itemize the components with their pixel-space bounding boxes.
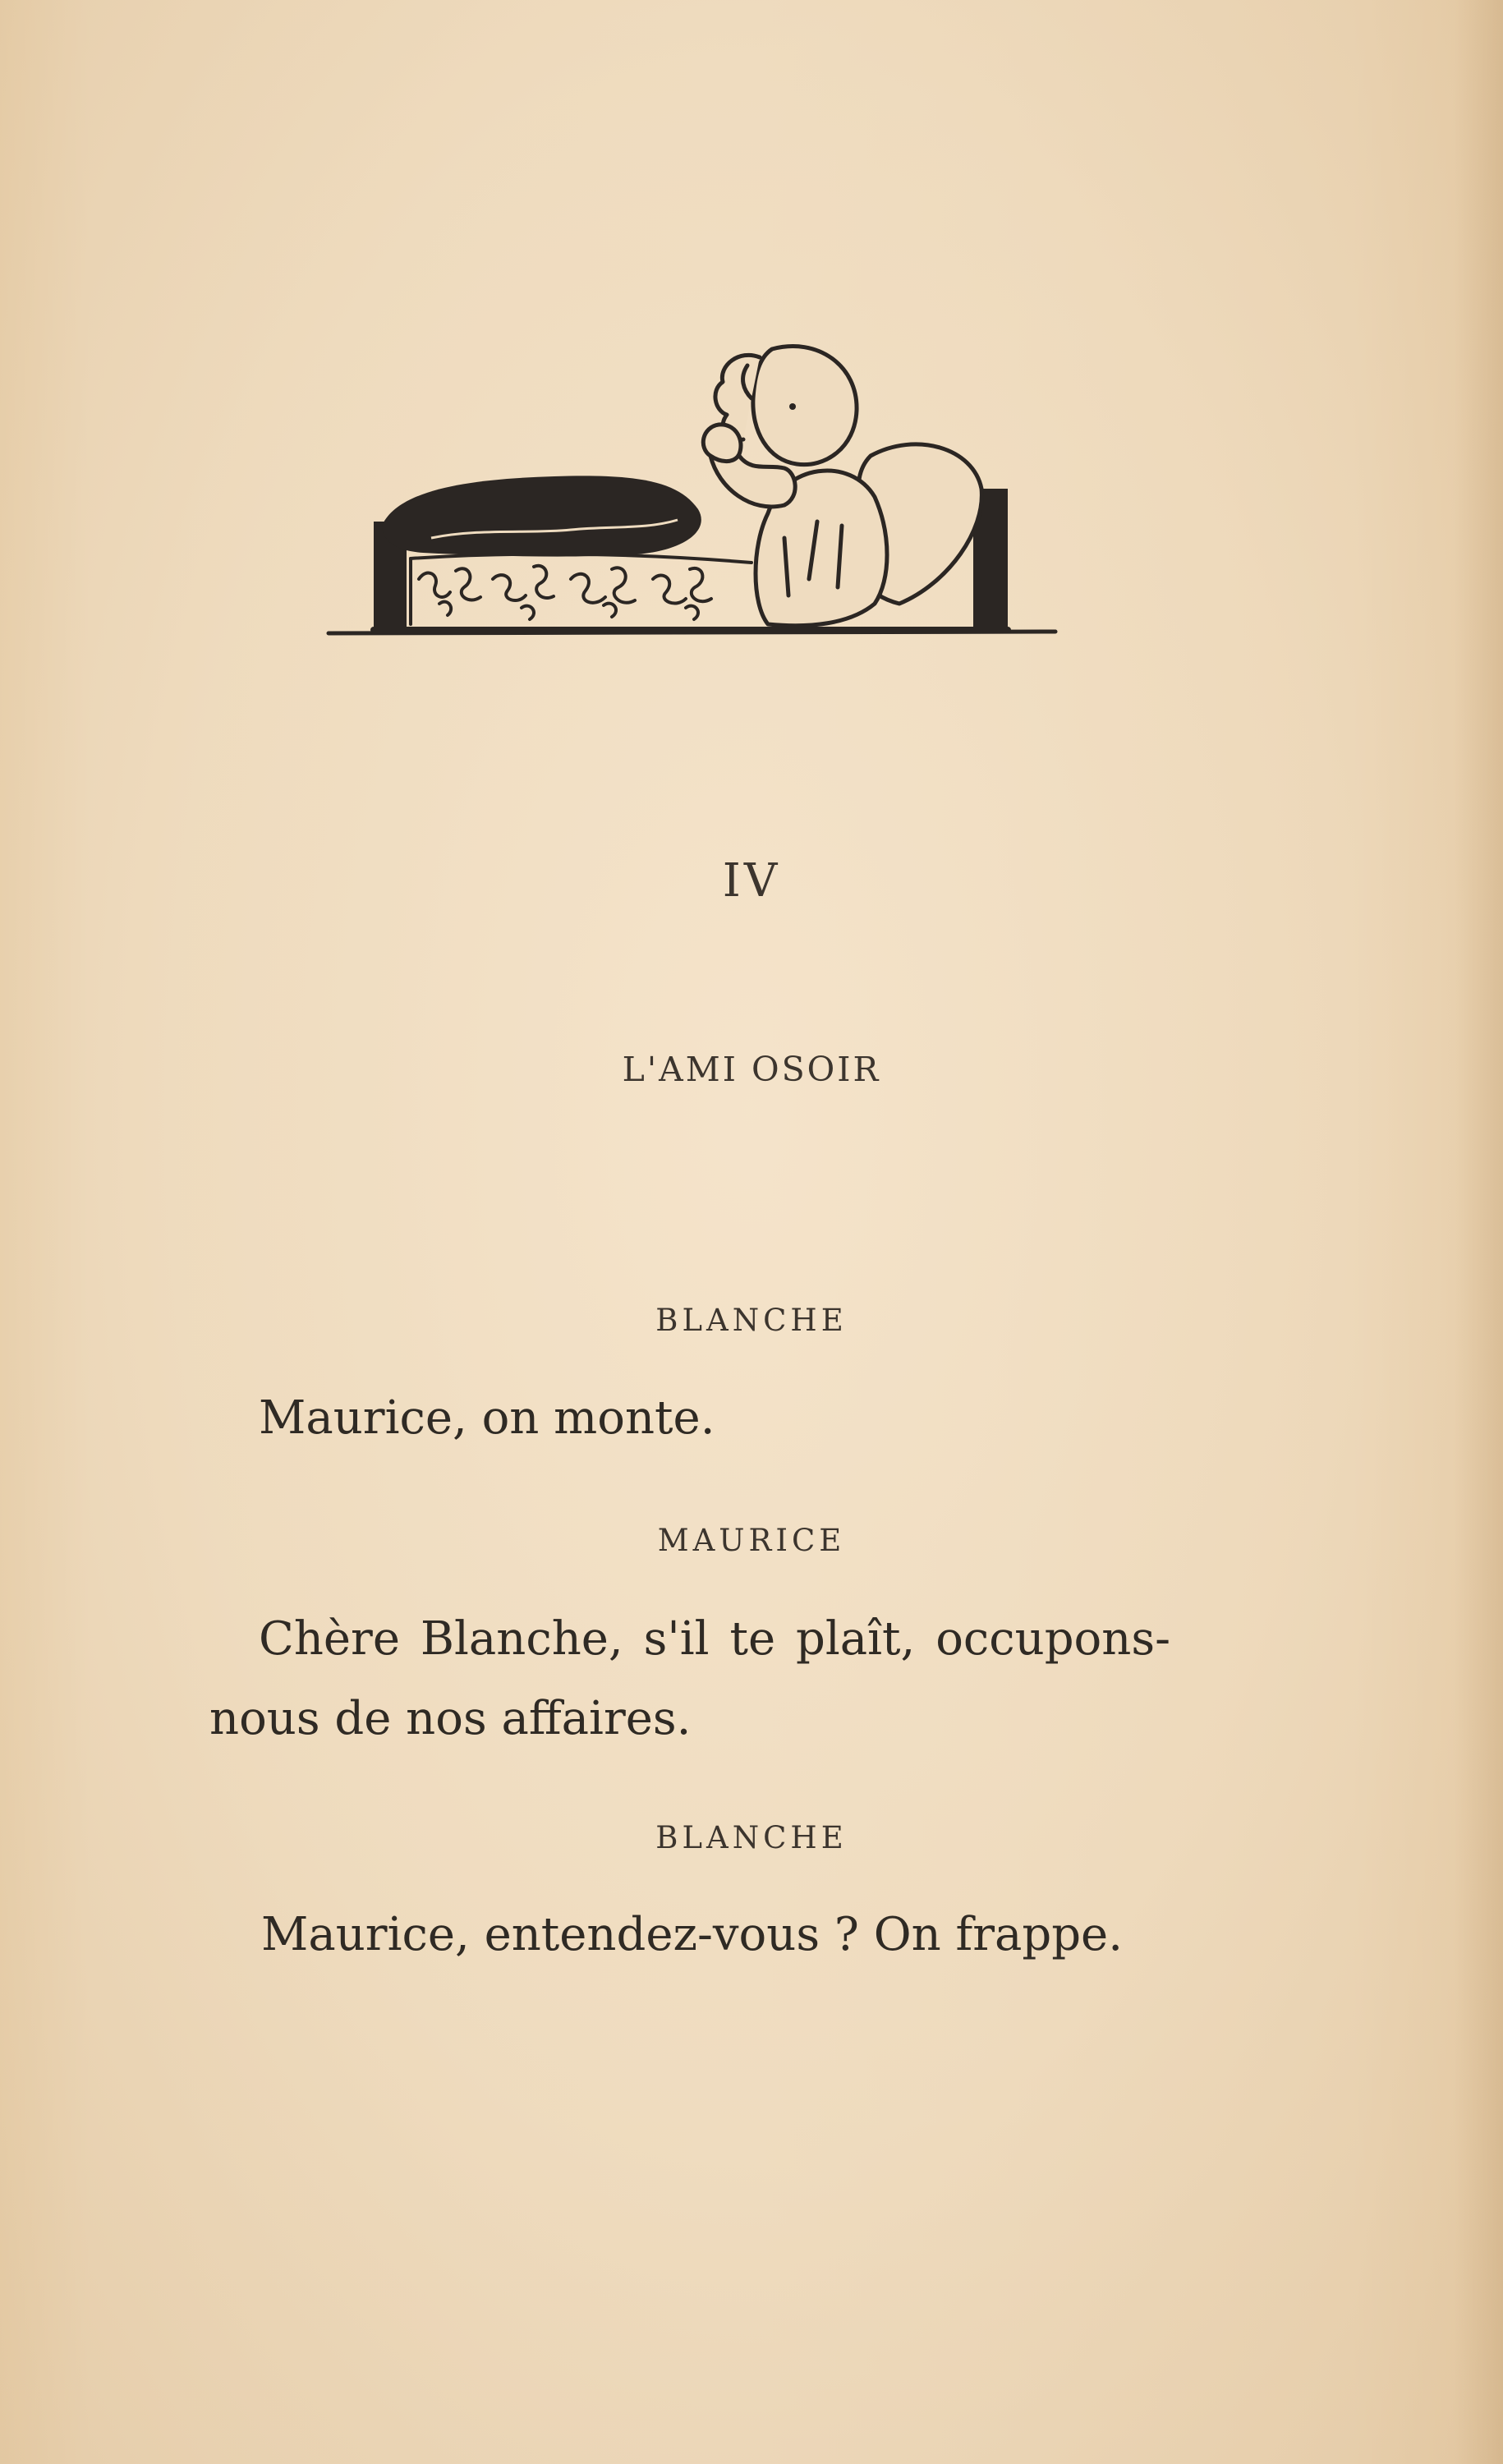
- speaker-name: BLANCHE: [655, 1820, 848, 1855]
- chapter-number: IV: [722, 854, 781, 908]
- dialogue-line: Maurice, on monte.: [259, 1391, 715, 1445]
- dialogue-line: Chère Blanche, s'il te plaît, occupons-: [259, 1612, 1170, 1666]
- page-edge-shadow: [1454, 0, 1503, 2464]
- dialogue-line: nous de nos affaires.: [209, 1692, 692, 1745]
- speaker-name: MAURICE: [657, 1523, 846, 1558]
- dialogue-line: Maurice, entendez-vous ? On frappe.: [261, 1908, 1123, 1961]
- chapter-title: L'AMI OSOIR: [622, 1050, 881, 1089]
- child-in-bed-illustration: [324, 333, 1064, 645]
- speaker-name: BLANCHE: [655, 1303, 848, 1338]
